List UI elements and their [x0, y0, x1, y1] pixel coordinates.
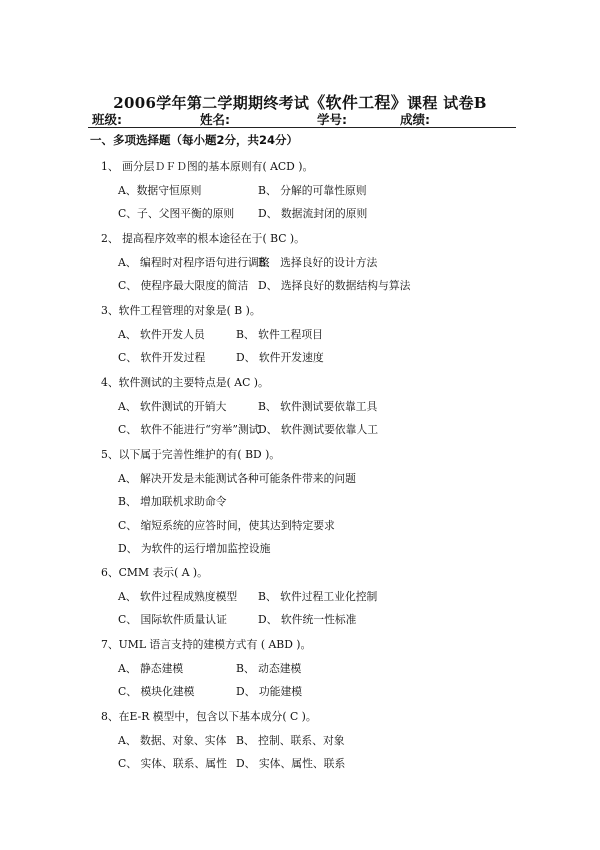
- question-6-option: D、 软件统一性标准: [258, 613, 357, 626]
- question-7-option: B、 动态建模: [236, 661, 302, 675]
- student-id-label: 学号:: [317, 112, 347, 127]
- question-8-option: C、 实体、联系、属性: [118, 757, 227, 770]
- question-6-option: C、 国际软件质量认证: [118, 613, 227, 626]
- question-2-option: A、 编程时对程序语句进行调整: [118, 255, 270, 269]
- question-8-option: A、 数据、对象、实体: [118, 733, 227, 747]
- course-name: 《软件工程》: [309, 93, 408, 112]
- question-2: 2、 提高程序效率的根本途径在于( BC )。: [101, 232, 305, 245]
- question-3: 3、软件工程管理的对象是( B )。: [101, 304, 261, 317]
- question-2-option: B、 选择良好的设计方法: [258, 255, 378, 269]
- question-5-option: B、 增加联机求助命令: [118, 495, 227, 508]
- question-8-option: D、 实体、属性、联系: [236, 757, 346, 770]
- title-prefix: 2006学年第二学期期终考试: [113, 94, 310, 112]
- question-5-option: C、 缩短系统的应答时间，使其达到特定要求: [118, 518, 335, 532]
- question-4-option: D、 软件测试要依靠人工: [258, 423, 379, 436]
- section-title: 一、多项选择题（每小题2分，共24分）: [90, 133, 299, 147]
- question-5-option: D、 为软件的运行增加监控设施: [118, 542, 271, 555]
- question-3-option: C、 软件开发过程: [118, 351, 206, 364]
- question-4-option: C、 软件不能进行“穷举”测试: [118, 423, 260, 436]
- question-4: 4、软件测试的主要特点是( AC )。: [101, 376, 269, 389]
- question-7: 7、UML 语言支持的建模方式有 ( ABD )。: [101, 638, 312, 651]
- question-6-option: B、 软件过程工业化控制: [258, 589, 378, 603]
- question-1: 1、 画分层ＤＦＤ图的基本原则有( ACD )。: [101, 160, 314, 173]
- question-3-option: B、 软件工程项目: [236, 327, 323, 341]
- question-7-option: C、 模块化建模: [118, 685, 195, 698]
- question-2-option: C、 使程序最大限度的简洁: [118, 279, 249, 292]
- question-6: 6、CMM 表示( A )。: [101, 566, 208, 579]
- question-2-option: D、 选择良好的数据结构与算法: [258, 279, 411, 292]
- question-3-option: D、 软件开发速度: [236, 351, 324, 364]
- question-5: 5、以下属于完善性维护的有( BD )。: [101, 448, 281, 461]
- name-label: 姓名:: [200, 112, 230, 127]
- question-5-option: A、 解决开发是未能测试各种可能条件带来的问题: [118, 471, 356, 485]
- class-label: 班级:: [92, 112, 122, 127]
- question-3-option: A、 软件开发人员: [118, 327, 205, 341]
- question-4-option: B、 软件测试要依靠工具: [258, 399, 378, 413]
- question-7-option: A、 静态建模: [118, 661, 184, 675]
- question-8-option: B、 控制、联系、对象: [236, 733, 345, 747]
- question-1-option: A、数据守恒原则: [118, 183, 202, 197]
- question-1-option: B、 分解的可靠性原则: [258, 183, 367, 197]
- question-4-option: A、 软件测试的开销大: [118, 399, 227, 413]
- score-label: 成绩:: [400, 112, 430, 127]
- title-suffix: 课程 试卷B: [407, 94, 487, 112]
- question-7-option: D、 功能建模: [236, 685, 303, 698]
- question-8: 8、在E-R 模型中，包含以下基本成分( C )。: [101, 710, 317, 723]
- question-1-option: D、 数据流封闭的原则: [258, 207, 368, 220]
- question-1-option: C、子、父图平衡的原则: [118, 207, 235, 220]
- question-6-option: A、 软件过程成熟度模型: [118, 589, 238, 603]
